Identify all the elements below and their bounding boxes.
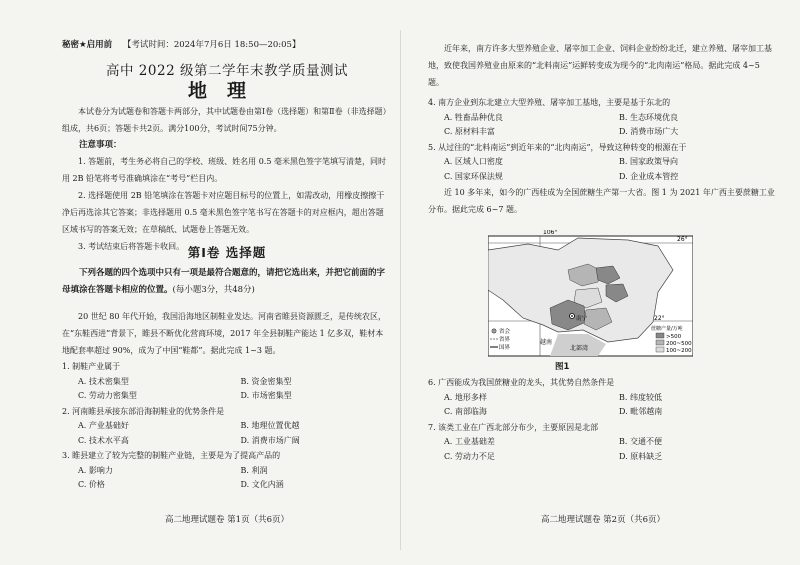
q2-option-b[interactable]: B. 地理位置优越: [240, 421, 300, 430]
q1-option-c[interactable]: C. 劳动力密集型: [78, 391, 137, 400]
legend-high: >500: [666, 334, 682, 340]
intro-text: 本试卷分为试题卷和答题卡两部分，其中试题卷由第Ⅰ卷（选择题）和第Ⅱ卷（非选择题）组成，共6页；答题卡共2页。满分100分，考试时间75分钟。: [62, 107, 387, 133]
guangxi-sugar-map: [488, 230, 693, 370]
q7-option-a[interactable]: A. 工业基础差: [444, 437, 495, 446]
instruction: 下列各题的四个选项中只有一项是最符合题意的，请把它选出来，并把它前面的字母填涂在答题卡相应的位置。(每小题3分，共48分): [62, 268, 386, 295]
page-divider: [400, 30, 401, 550]
q4-option-a[interactable]: A. 牲畜品种优良: [444, 112, 503, 122]
notice-1: 1. 答题前，考生务必将自己的学校、班级、姓名用 0.5 毫米黑色签字笔填写清楚，同时用 2B 铅笔将考号准确填涂在“考号”栏目内。: [62, 157, 386, 183]
instruction-score: (每小题3分，共48分): [172, 285, 255, 295]
map-svg: [488, 230, 693, 358]
section-title: 第Ⅰ卷 选择题: [187, 245, 267, 260]
question-1-stem: 1. 制鞋产业属于: [62, 362, 121, 371]
questions-right-top: [428, 40, 778, 218]
passage-1: 20 世纪 80 年代开始，我国沿海地区制鞋业发达。河南省睢县资源匮乏，是传统农区，在“东鞋西进”背景下，睢县不断优化营商环境，2017 年全县制鞋产能达 1 亿多双，鞋材本地配套率超过 90%，成为了中国“鞋都”。据此完成 1~3 题。: [62, 312, 386, 355]
q7-option-b[interactable]: B. 交通不便: [619, 437, 662, 446]
question-4-options: [428, 111, 778, 140]
q5-option-a[interactable]: A. 区域人口密度: [444, 157, 503, 166]
passage-2: 近年来，南方许多大型养殖企业、屠宰加工企业、饲料企业纷纷北迁，建立养殖、屠宰加工基地，致使我国养殖业由原来的“北料南运”运鲜转变成为现今的“北肉南运”格局。据此完成 4~5 题。: [428, 44, 772, 87]
question-6-stem: 6. 广西能成为我国蔗糖业的龙头，其优势自然条件是: [428, 378, 615, 387]
q6-option-c[interactable]: C. 南部临海: [444, 407, 487, 416]
question-7-options: [428, 435, 778, 464]
q4-option-d[interactable]: D. 消费市场广大: [619, 127, 679, 136]
legend-swatch-high: [656, 333, 664, 338]
q6-option-b[interactable]: B. 纬度较低: [619, 392, 662, 402]
q2-option-c[interactable]: C. 技术水平高: [78, 435, 129, 445]
capital-dot: [571, 315, 573, 317]
exam-title: 高中 2022 级第二学年末教学质量测试: [106, 63, 348, 79]
legend-capital: 省会: [499, 329, 511, 335]
question-2-options: [62, 419, 387, 448]
q7-option-c[interactable]: C. 劳动力不足: [444, 451, 495, 461]
legend-medium: 200~500: [666, 341, 692, 347]
question-1-options: [62, 375, 387, 404]
q5-option-d[interactable]: D. 企业成本管控: [619, 171, 679, 181]
q3-option-c[interactable]: C. 价格: [78, 480, 105, 489]
passage-3: 近 10 多年来，如今的广西桂成为全国蔗糖生产第一大省。图 1 为 2021 年广西主要蔗糖工业分布。据此完成 6~7 题。: [428, 188, 775, 214]
right-footer: 高二地理试题卷 第2页（共6页）: [540, 515, 666, 525]
question-3-options: [62, 464, 387, 493]
q4-option-b[interactable]: B. 生态环境优良: [619, 112, 678, 122]
question-5-stem: 5. 从过往的“北料南运”到近年来的“北肉南运”，导致这种转变的根源在于: [428, 142, 687, 152]
q2-option-d[interactable]: D. 消费市场广阔: [240, 435, 300, 445]
q3-option-a[interactable]: A. 影响力: [78, 465, 113, 475]
exam-time: 【考试时间：2024年7月6日 18:50—20:05】: [122, 40, 301, 50]
subject-title: 地理: [187, 80, 266, 102]
questions-right-bottom: [428, 375, 778, 464]
notice-3: 3. 考试结束后将答题卡收回。: [78, 242, 185, 251]
q1-option-d[interactable]: D. 市场密集型: [240, 391, 292, 400]
secret-label: 秘密★启用前: [62, 40, 113, 50]
questions-left: [62, 265, 387, 493]
question-2-stem: 2. 河南睢县承接东部沿海制鞋业的优势条件是: [62, 406, 225, 416]
exam-header: [62, 38, 300, 50]
legend-title: 蔗糖产量/万吨: [651, 326, 683, 332]
lat-top-label: 26°: [677, 236, 688, 243]
question-5-options: [428, 155, 778, 184]
lon-label: 106°: [543, 230, 558, 236]
q5-option-c[interactable]: C. 国家环保法规: [444, 171, 503, 181]
legend-low: 100~200: [666, 348, 692, 354]
q7-option-d[interactable]: D. 原料缺乏: [619, 451, 663, 461]
intro-block: [62, 103, 387, 255]
legend-province: 省界: [499, 337, 511, 343]
beibuwan-label: 北部湾: [570, 345, 589, 352]
q6-option-a[interactable]: A. 地形多样: [444, 392, 487, 402]
question-3-stem: 3. 睢县建立了较为完整的制鞋产业链，主要是为了提高产品的: [62, 451, 281, 460]
q3-option-d[interactable]: D. 文化内涵: [240, 480, 284, 489]
question-7-stem: 7. 该类工业在广西北部分布少，主要原因是北部: [428, 422, 599, 432]
q3-option-b[interactable]: B. 利润: [240, 465, 268, 475]
question-6-options: [428, 391, 778, 420]
yuenan-label: 越南: [540, 339, 553, 346]
figure-caption: 图1: [555, 362, 570, 372]
q1-option-b[interactable]: B. 资金密集型: [240, 376, 292, 386]
legend-capital-dot: [493, 330, 494, 331]
q4-option-c[interactable]: C. 原材料丰富: [444, 127, 495, 136]
nanning-label: 南宁: [576, 316, 588, 322]
notice-2: 2. 选择题使用 2B 铅笔填涂在答题卡对应题目标号的位置上，如需改动，用橡皮擦擦干净后再选涂其它答案；非选择题用 0.5 毫米黑色签字笔书写在答题卡的对应框内，超出答题区域书写的答案无效；在草稿纸、试题卷上答题无效。: [62, 191, 385, 234]
q6-option-d[interactable]: D. 毗邻越南: [619, 407, 663, 416]
legend-swatch-medium: [656, 340, 664, 345]
q1-option-a[interactable]: A. 技术密集型: [78, 376, 129, 386]
lat-bottom-label: 22°: [654, 315, 665, 322]
question-4-stem: 4. 南方企业到东北建立大型养殖、屠宰加工基地，主要是基于东北的: [428, 98, 671, 107]
legend-country: 国界: [499, 345, 511, 351]
q5-option-b[interactable]: B. 国家政策导向: [619, 157, 678, 166]
q2-option-a[interactable]: A. 产业基础好: [78, 421, 129, 430]
left-footer: 高二地理试题卷 第1页（共6页）: [164, 515, 290, 525]
legend-swatch-low: [656, 347, 664, 352]
notice-title: 注意事项：: [79, 140, 122, 150]
